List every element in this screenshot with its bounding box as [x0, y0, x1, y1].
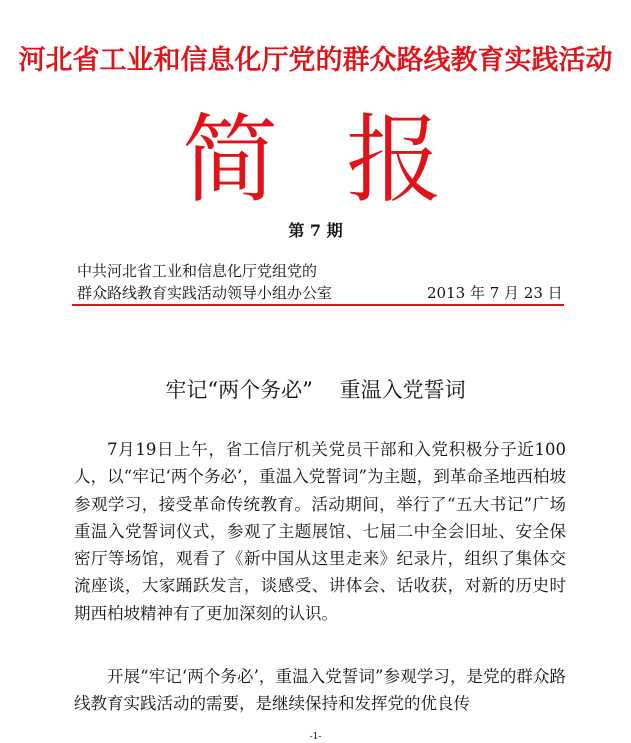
article-title: 牢记“两个务必” 重温入党誓词	[165, 378, 466, 402]
bulletin-title-char-1: 简	[182, 104, 278, 216]
bulletin-org-title: 河北省工业和信息化厅党的群众路线教育实践活动	[18, 45, 613, 76]
sender-line-1: 中共河北省工业和信息化厅党组党的	[77, 262, 318, 280]
article-paragraph-1: 7月19日上午，省工信厅机关党员干部和入党积极分子近100人，以“牢记‘两个务必’，重温入党誓词”为主题，到革命圣地西柏坡参观学习，接受革命传统教育。活动期间，举行了“五大书记”广场重温入党誓词仪式，参观了主题展馆、七届二中全会旧址、安全保密厅等场馆，观看了《新中国从这里走来》纪录片，组织了集体交流座谈，大家踊跃发言，谈感受、讲体会、话收获，对新的历史时期西柏坡精神有了更加深刻的认识。	[74, 440, 566, 623]
issue-date: 2013 年 7 月 23 日	[427, 284, 563, 302]
article-paragraph-2: 开展“牢记‘两个务必’，重温入党誓词”参观学习，是党的群众路线教育实践活动的需要，是继续保持和发挥党的优良传	[74, 667, 566, 714]
page-number: -1-	[309, 732, 322, 742]
bulletin-title-char-2: 报	[346, 104, 442, 216]
sender-line-2: 群众路线教育实践活动领导小组办公室	[77, 284, 333, 302]
issue-number: 第 7 期	[288, 221, 343, 240]
red-divider	[72, 304, 564, 306]
